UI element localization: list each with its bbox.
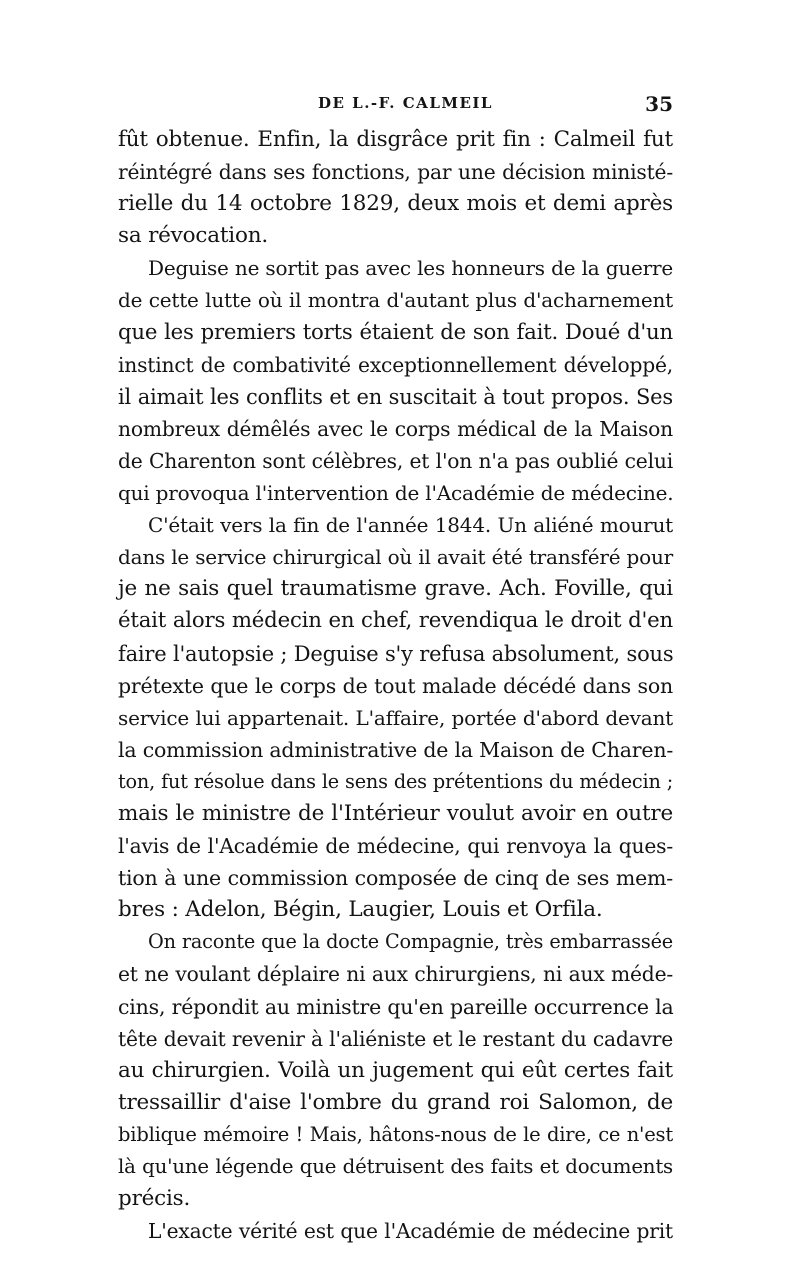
text-line: L'exacte vérité est que l'Académie de médecine prit xyxy=(148,1219,673,1244)
text-line: rielle du 14 octobre 1829, deux mois et demi après xyxy=(118,191,673,217)
text-line: il aimait les conflits et en suscitait à tout propos. Ses xyxy=(118,384,673,409)
text-line: prétexte que le corps de tout malade décédé dans son xyxy=(118,673,673,698)
text-line: précis. xyxy=(118,1186,191,1212)
text-line: biblique mémoire ! Mais, hâtons-nous de le dire, ce n'est xyxy=(118,1122,673,1146)
text-line: On raconte que la docte Compagnie, très embarrassée xyxy=(148,930,673,954)
text-line: cins, répondit au ministre qu'en pareille occurrence la xyxy=(118,994,674,1019)
text-line: tressaillir d'aise l'ombre du grand roi Salomon, de xyxy=(118,1089,673,1115)
text-line: fût obtenue. Enfin, la disgrâce prit fin : Calmeil fut xyxy=(118,127,673,152)
running-title: DE L.-F. CALMEIL xyxy=(318,94,493,112)
page-number: 35 xyxy=(645,92,673,116)
text-line: là qu'une légende que détruisent des faits et documents xyxy=(118,1155,673,1178)
text-line: bres : Adelon, Bégin, Laugier, Louis et Orfila. xyxy=(118,897,603,923)
text-line: au chirurgien. Voilà un jugement qui eût certes fait xyxy=(118,1057,673,1083)
text-line: la commission administrative de la Maison de Charen- xyxy=(118,737,674,762)
text-line: de cette lutte où il montra d'autant plus d'acharnement xyxy=(118,288,673,313)
text-line: qui provoqua l'intervention de l'Académie de médecine. xyxy=(118,481,674,506)
text-line: l'avis de l'Académie de médecine, qui renvoya la ques- xyxy=(118,834,673,859)
text-line: réintégré dans ses fonctions, par une décision ministé- xyxy=(118,160,673,185)
running-head xyxy=(118,92,673,118)
text-line: que les premiers torts étaient de son fait. Doué d'un xyxy=(118,319,673,345)
text-line: et ne voulant déplaire ni aux chirurgiens, ni aux méde- xyxy=(118,962,673,987)
text-line: sa révocation. xyxy=(118,223,268,249)
text-line: tête devait revenir à l'aliéniste et le restant du cadavre xyxy=(118,1026,673,1051)
text-line: Deguise ne sortit pas avec les honneurs de la guerre xyxy=(148,256,673,281)
text-line: je ne sais quel traumatisme grave. Ach. Foville, qui xyxy=(118,576,673,602)
text-line: faire l'autopsie ; Deguise s'y refusa absolument, sous xyxy=(118,641,674,666)
text-line: était alors médecin en chef, revendiqua le droit d'en xyxy=(118,608,673,634)
text-line: service lui appartenait. L'affaire, portée d'abord devant xyxy=(118,705,673,730)
body-text xyxy=(118,124,673,1247)
text-line: dans le service chirurgical où il avait été transféré pour xyxy=(118,545,673,570)
text-line: ton, fut résolue dans le sens des prétentions du médecin ; xyxy=(118,769,673,793)
text-line: mais le ministre de l'Intérieur voulut avoir en outre xyxy=(118,800,673,826)
text-line: de Charenton sont célèbres, et l'on n'a pas oublié celui xyxy=(118,448,673,473)
text-line: nombreux démêlés avec le corps médical de la Maison xyxy=(118,416,673,441)
text-line: tion à une commission composée de cinq de ses mem- xyxy=(118,866,673,891)
text-line: instinct de combativité exceptionnellement développé, xyxy=(118,352,673,377)
text-line: C'était vers la fin de l'année 1844. Un aliéné mourut xyxy=(148,513,673,538)
